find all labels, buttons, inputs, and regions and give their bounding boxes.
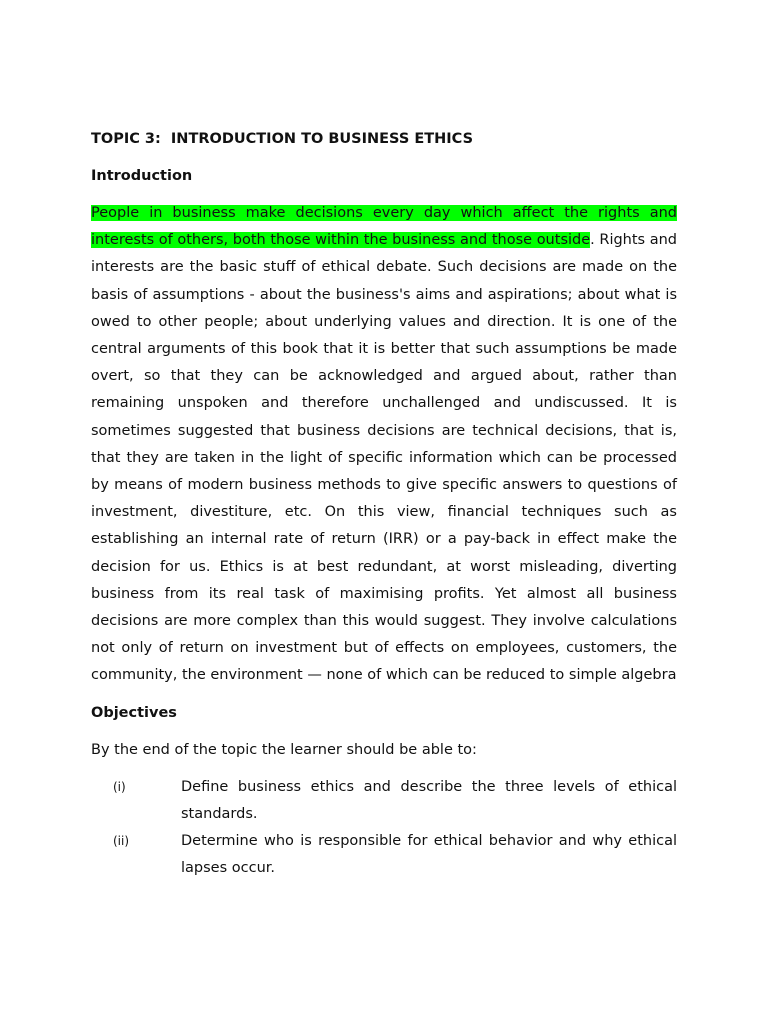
highlighted-text: People in business make decisions every day which affect the rights and interests of others, both those within the business and those outside <box>91 205 677 249</box>
introduction-heading: Introduction <box>91 168 193 184</box>
objectives-heading: Objectives <box>91 704 177 721</box>
objective-marker: (ii) <box>113 834 130 849</box>
objective-item-2 <box>91 828 677 882</box>
objective-text: Determine who is responsible for ethical behavior and why ethical lapses occur. <box>181 833 677 877</box>
objectives-list <box>91 774 677 883</box>
introduction-paragraph <box>91 200 677 690</box>
objective-text: Define business ethics and describe the three levels of ethical standards. <box>181 778 677 822</box>
topic-title: TOPIC 3: INTRODUCTION TO BUSINESS ETHICS <box>91 131 474 147</box>
objectives-intro: By the end of the topic the learner should be able to: <box>91 741 477 758</box>
objective-marker: (i) <box>113 779 126 794</box>
objective-item-1 <box>91 774 677 828</box>
document-content <box>91 126 677 882</box>
introduction-body-text: . Rights and interests are the basic stuff of ethical debate. Such decisions are made on the basis of assumptions - about the business's aims and aspirations; about what is owed to other people; about underlying values and direction. It is one of the central arguments of this book that it is better that such assumptions be made overt, so that they can be acknowledged and argued about, rather than remaining unspoken and therefore unchallenged and undiscussed. It is sometimes suggested that business decisions are technical decisions, that is, that they are taken in the light of specific information which can be processed by means of modern business methods to give specific answers to questions of investment, divestiture, etc. On this view, financial techniques such as establishing an internal rate of return (IRR) or a pay-back in effect make the decision for us. Ethics is at best redundant, at worst misleading, diverting business from its real task of maximising profits. Yet almost all business decisions are more complex than this would suggest. They involve calculations not only of return on investment but of effects on employees, customers, the community, the environment — none of which can be reduced to simple algebra <box>91 232 678 684</box>
